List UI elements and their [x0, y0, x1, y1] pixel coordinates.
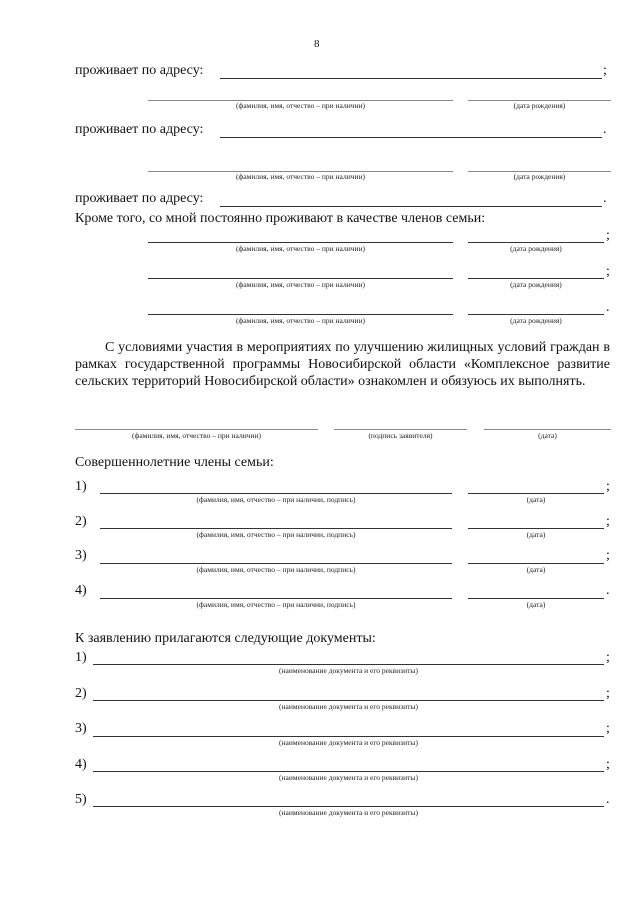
applicant-signature-line[interactable] — [334, 429, 467, 430]
adult-date-line-3[interactable] — [468, 563, 604, 564]
address-end-punct-2: . — [603, 122, 607, 137]
adults-title: Совершеннолетние члены семьи: — [75, 455, 274, 470]
family-intro: Кроме того, со мной постоянно проживают в качестве членов семьи: — [75, 211, 486, 226]
adult-fio-caption-3: (фамилия, имя, отчество – при наличии, подпись) — [196, 565, 356, 574]
adult-fio-caption-4: (фамилия, имя, отчество – при наличии, подпись) — [196, 600, 356, 609]
family-birth-caption-2: (дата рождения) — [510, 280, 562, 289]
conditions-paragraph — [75, 339, 610, 390]
adult-date-caption-1: (дата) — [526, 495, 546, 504]
family-end-punct-3: . — [606, 300, 610, 315]
family-fio-line-1[interactable] — [148, 242, 453, 243]
family-end-punct-1: ; — [606, 228, 610, 243]
family-birth-line-3[interactable] — [468, 314, 604, 315]
family-fio-caption-3: (фамилия, имя, отчество – при наличии) — [235, 316, 366, 325]
adult-end-punct-4: . — [606, 583, 610, 598]
doc-line-2[interactable] — [93, 700, 604, 701]
address-end-punct-1: ; — [603, 63, 607, 78]
adult-fio-line-4[interactable] — [100, 598, 452, 599]
adult-fio-caption-2: (фамилия, имя, отчество – при наличии, подпись) — [196, 530, 356, 539]
doc-end-punct-1: ; — [606, 650, 610, 665]
address-input-line-1[interactable] — [220, 78, 602, 79]
applicant-fio-caption: (фамилия, имя, отчество – при наличии) — [131, 431, 262, 440]
doc-caption-3: (наименование документа и его реквизиты) — [279, 738, 418, 747]
doc-caption-4: (наименование документа и его реквизиты) — [279, 773, 418, 782]
adult-number-1: 1) — [75, 479, 87, 494]
address-input-line-2[interactable] — [220, 137, 602, 138]
family-fio-caption-2: (фамилия, имя, отчество – при наличии) — [235, 280, 366, 289]
adult-date-caption-2: (дата) — [526, 530, 546, 539]
adult-number-3: 3) — [75, 548, 87, 563]
family-birth-line-1[interactable] — [468, 242, 604, 243]
doc-end-punct-3: ; — [606, 721, 610, 736]
adult-fio-line-1[interactable] — [100, 493, 452, 494]
doc-caption-1: (наименование документа и его реквизиты) — [279, 666, 418, 675]
adult-end-punct-1: ; — [606, 479, 610, 494]
address-label-3: проживает по адресу: — [75, 191, 204, 206]
family-fio-line-2[interactable] — [148, 278, 453, 279]
doc-end-punct-4: ; — [606, 757, 610, 772]
adult-fio-line-2[interactable] — [100, 528, 452, 529]
address-label-2: проживает по адресу: — [75, 122, 204, 137]
address-label-1: проживает по адресу: — [75, 63, 204, 78]
doc-line-3[interactable] — [93, 736, 604, 737]
adult-number-4: 4) — [75, 583, 87, 598]
adult-end-punct-2: ; — [606, 514, 610, 529]
doc-line-1[interactable] — [93, 664, 604, 665]
family-end-punct-2: ; — [606, 264, 610, 279]
adult-date-line-2[interactable] — [468, 528, 604, 529]
doc-caption-2: (наименование документа и его реквизиты) — [279, 702, 418, 711]
doc-line-5[interactable] — [93, 806, 604, 807]
doc-end-punct-2: ; — [606, 686, 610, 701]
fio-caption-2: (фамилия, имя, отчество – при наличии) — [235, 172, 366, 181]
applicant-date-line[interactable] — [484, 429, 611, 430]
family-birth-caption-3: (дата рождения) — [510, 316, 562, 325]
address-input-line-3[interactable] — [220, 206, 602, 207]
doc-number-5: 5) — [75, 792, 87, 807]
adult-date-line-4[interactable] — [468, 598, 604, 599]
adult-date-line-1[interactable] — [468, 493, 604, 494]
docs-title: К заявлению прилагаются следующие документы: — [75, 631, 376, 646]
family-birth-caption-1: (дата рождения) — [510, 244, 562, 253]
birth-caption-2: (дата рождения) — [513, 172, 566, 181]
doc-number-3: 3) — [75, 721, 87, 736]
adult-end-punct-3: ; — [606, 548, 610, 563]
doc-line-4[interactable] — [93, 771, 604, 772]
fio-caption-1: (фамилия, имя, отчество – при наличии) — [235, 101, 366, 110]
address-end-punct-3: . — [603, 191, 607, 206]
adult-fio-line-3[interactable] — [100, 563, 452, 564]
adult-number-2: 2) — [75, 514, 87, 529]
adult-date-caption-4: (дата) — [526, 600, 546, 609]
doc-number-2: 2) — [75, 686, 87, 701]
adult-date-caption-3: (дата) — [526, 565, 546, 574]
family-fio-line-3[interactable] — [148, 314, 453, 315]
family-fio-caption-1: (фамилия, имя, отчество – при наличии) — [235, 244, 366, 253]
applicant-signature-caption: (подпись заявителя) — [368, 431, 433, 440]
birth-caption-1: (дата рождения) — [513, 101, 566, 110]
applicant-date-caption: (дата) — [538, 431, 557, 440]
doc-number-1: 1) — [75, 650, 87, 665]
applicant-fio-line[interactable] — [75, 429, 318, 430]
adult-fio-caption-1: (фамилия, имя, отчество – при наличии, подпись) — [196, 495, 356, 504]
doc-end-punct-5: . — [606, 792, 610, 807]
page-number: 8 — [314, 38, 320, 50]
family-birth-line-2[interactable] — [468, 278, 604, 279]
doc-number-4: 4) — [75, 757, 87, 772]
conditions-text: С условиями участия в мероприятиях по улучшению жилищных условий граждан в рамках государственной программы Новосибирской области «Комплексное развитие сельских территорий Новосибирской области» ознакомлен и обязуюсь их выполнять. — [75, 340, 610, 389]
doc-caption-5: (наименование документа и его реквизиты) — [279, 808, 418, 817]
